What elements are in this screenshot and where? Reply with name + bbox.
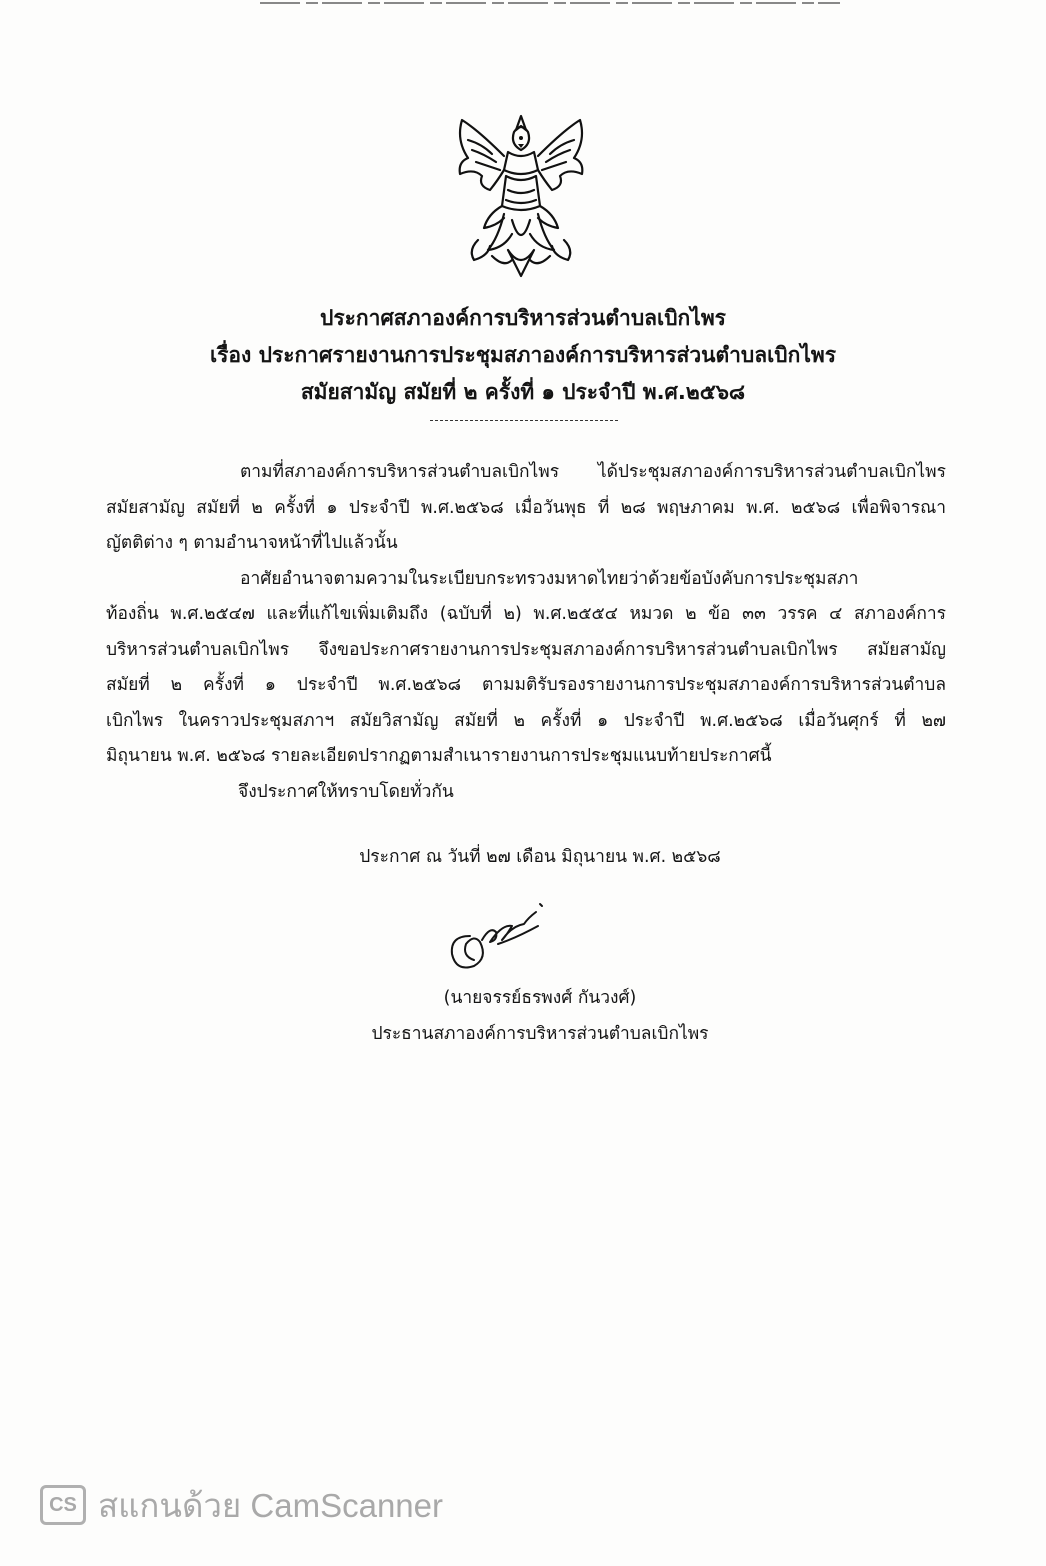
watermark-text: สแกนด้วย CamScanner: [98, 1486, 444, 1524]
title-line-1: ประกาศสภาองค์การบริหารส่วนตำบลเบิกไพร: [320, 306, 726, 330]
paragraph-2-line-3: บริหารส่วนตำบลเบิกไพร จึงขอประกาศรายงานการประชุมสภาองค์การบริหารส่วนตำบลเบิกไพร สมัยสามัญ: [106, 639, 946, 660]
paragraph-2-line-6: มิถุนายน พ.ศ. ๒๕๖๘ รายละเอียดปรากฏตามสำเนารายงานการประชุมแนบท้ายประกาศนี้: [106, 746, 772, 766]
title-line-3: สมัยสามัญ สมัยที่ ๒ ครั้งที่ ๑ ประจำปี พ.ศ.๒๕๖๘: [300, 380, 746, 404]
signatory-name: (นายจรรย์ธรพงศ์ กันวงศ์): [443, 988, 637, 1008]
paragraph-2-line-2: ท้องถิ่น พ.ศ.๒๕๔๗ และที่แก้ไขเพิ่มเติมถึง (ฉบับที่ ๒) พ.ศ.๒๕๕๔ หมวด ๒ ข้อ ๓๓ วรรค ๔ สภาองค์การ: [106, 604, 946, 624]
camscanner-watermark: [40, 1480, 443, 1530]
signatory-position: ประธานสภาองค์การบริหารส่วนตำบลเบิกไพร: [371, 1024, 709, 1044]
paragraph-2-line-1: อาศัยอำนาจตามความในระเบียบกระทรวงมหาดไทยว่าด้วยข้อบังคับการประชุมสภา: [240, 568, 859, 589]
handwritten-signature: [440, 896, 560, 976]
title-line-2: เรื่อง ประกาศรายงานการประชุมสภาองค์การบริหารส่วนตำบลเบิกไพร: [209, 343, 837, 367]
announcement-date: ประกาศ ณ วันที่ ๒๗ เดือน มิถุนายน พ.ศ. ๒๕๖๘: [359, 847, 721, 867]
garuda-emblem-icon: [448, 110, 594, 280]
paragraph-2-line-5: เบิกไพร ในคราวประชุมสภาฯ สมัยวิสามัญ สมัยที่ ๒ ครั้งที่ ๑ ประจำปี พ.ศ.๒๕๖๘ เมื่อวันศุกร์ ที่ ๒๗: [106, 710, 946, 731]
signatory-block: [0, 980, 1046, 1052]
scan-edge-artifact: [260, 0, 840, 8]
paragraph-1-line-3: ญัตติต่าง ๆ ตามอำนาจหน้าที่ไปแล้วนั้น: [106, 533, 398, 553]
camscanner-logo-icon: CS: [40, 1485, 86, 1525]
closing-statement: จึงประกาศให้ทราบโดยทั่วกัน: [238, 782, 454, 802]
paragraph-1-line-1: ตามที่สภาองค์การบริหารส่วนตำบลเบิกไพร ได้ประชุมสภาองค์การบริหารส่วนตำบลเบิกไพร: [240, 462, 946, 482]
document-body: [106, 455, 946, 775]
paragraph-2-line-4: สมัยที่ ๒ ครั้งที่ ๑ ประจำปี พ.ศ.๒๕๖๘ ตามมติรับรองรายงานการประชุมสภาองค์การบริหารส่วนตำบล: [106, 675, 946, 695]
document-title: [0, 300, 1046, 411]
title-divider: [430, 420, 618, 421]
paragraph-1-line-2: สมัยสามัญ สมัยที่ ๒ ครั้งที่ ๑ ประจำปี พ.ศ.๒๕๖๘ เมื่อวันพุธ ที่ ๒๘ พฤษภาคม พ.ศ. ๒๕๖๘ เพื่อพิจารณา: [106, 497, 946, 518]
